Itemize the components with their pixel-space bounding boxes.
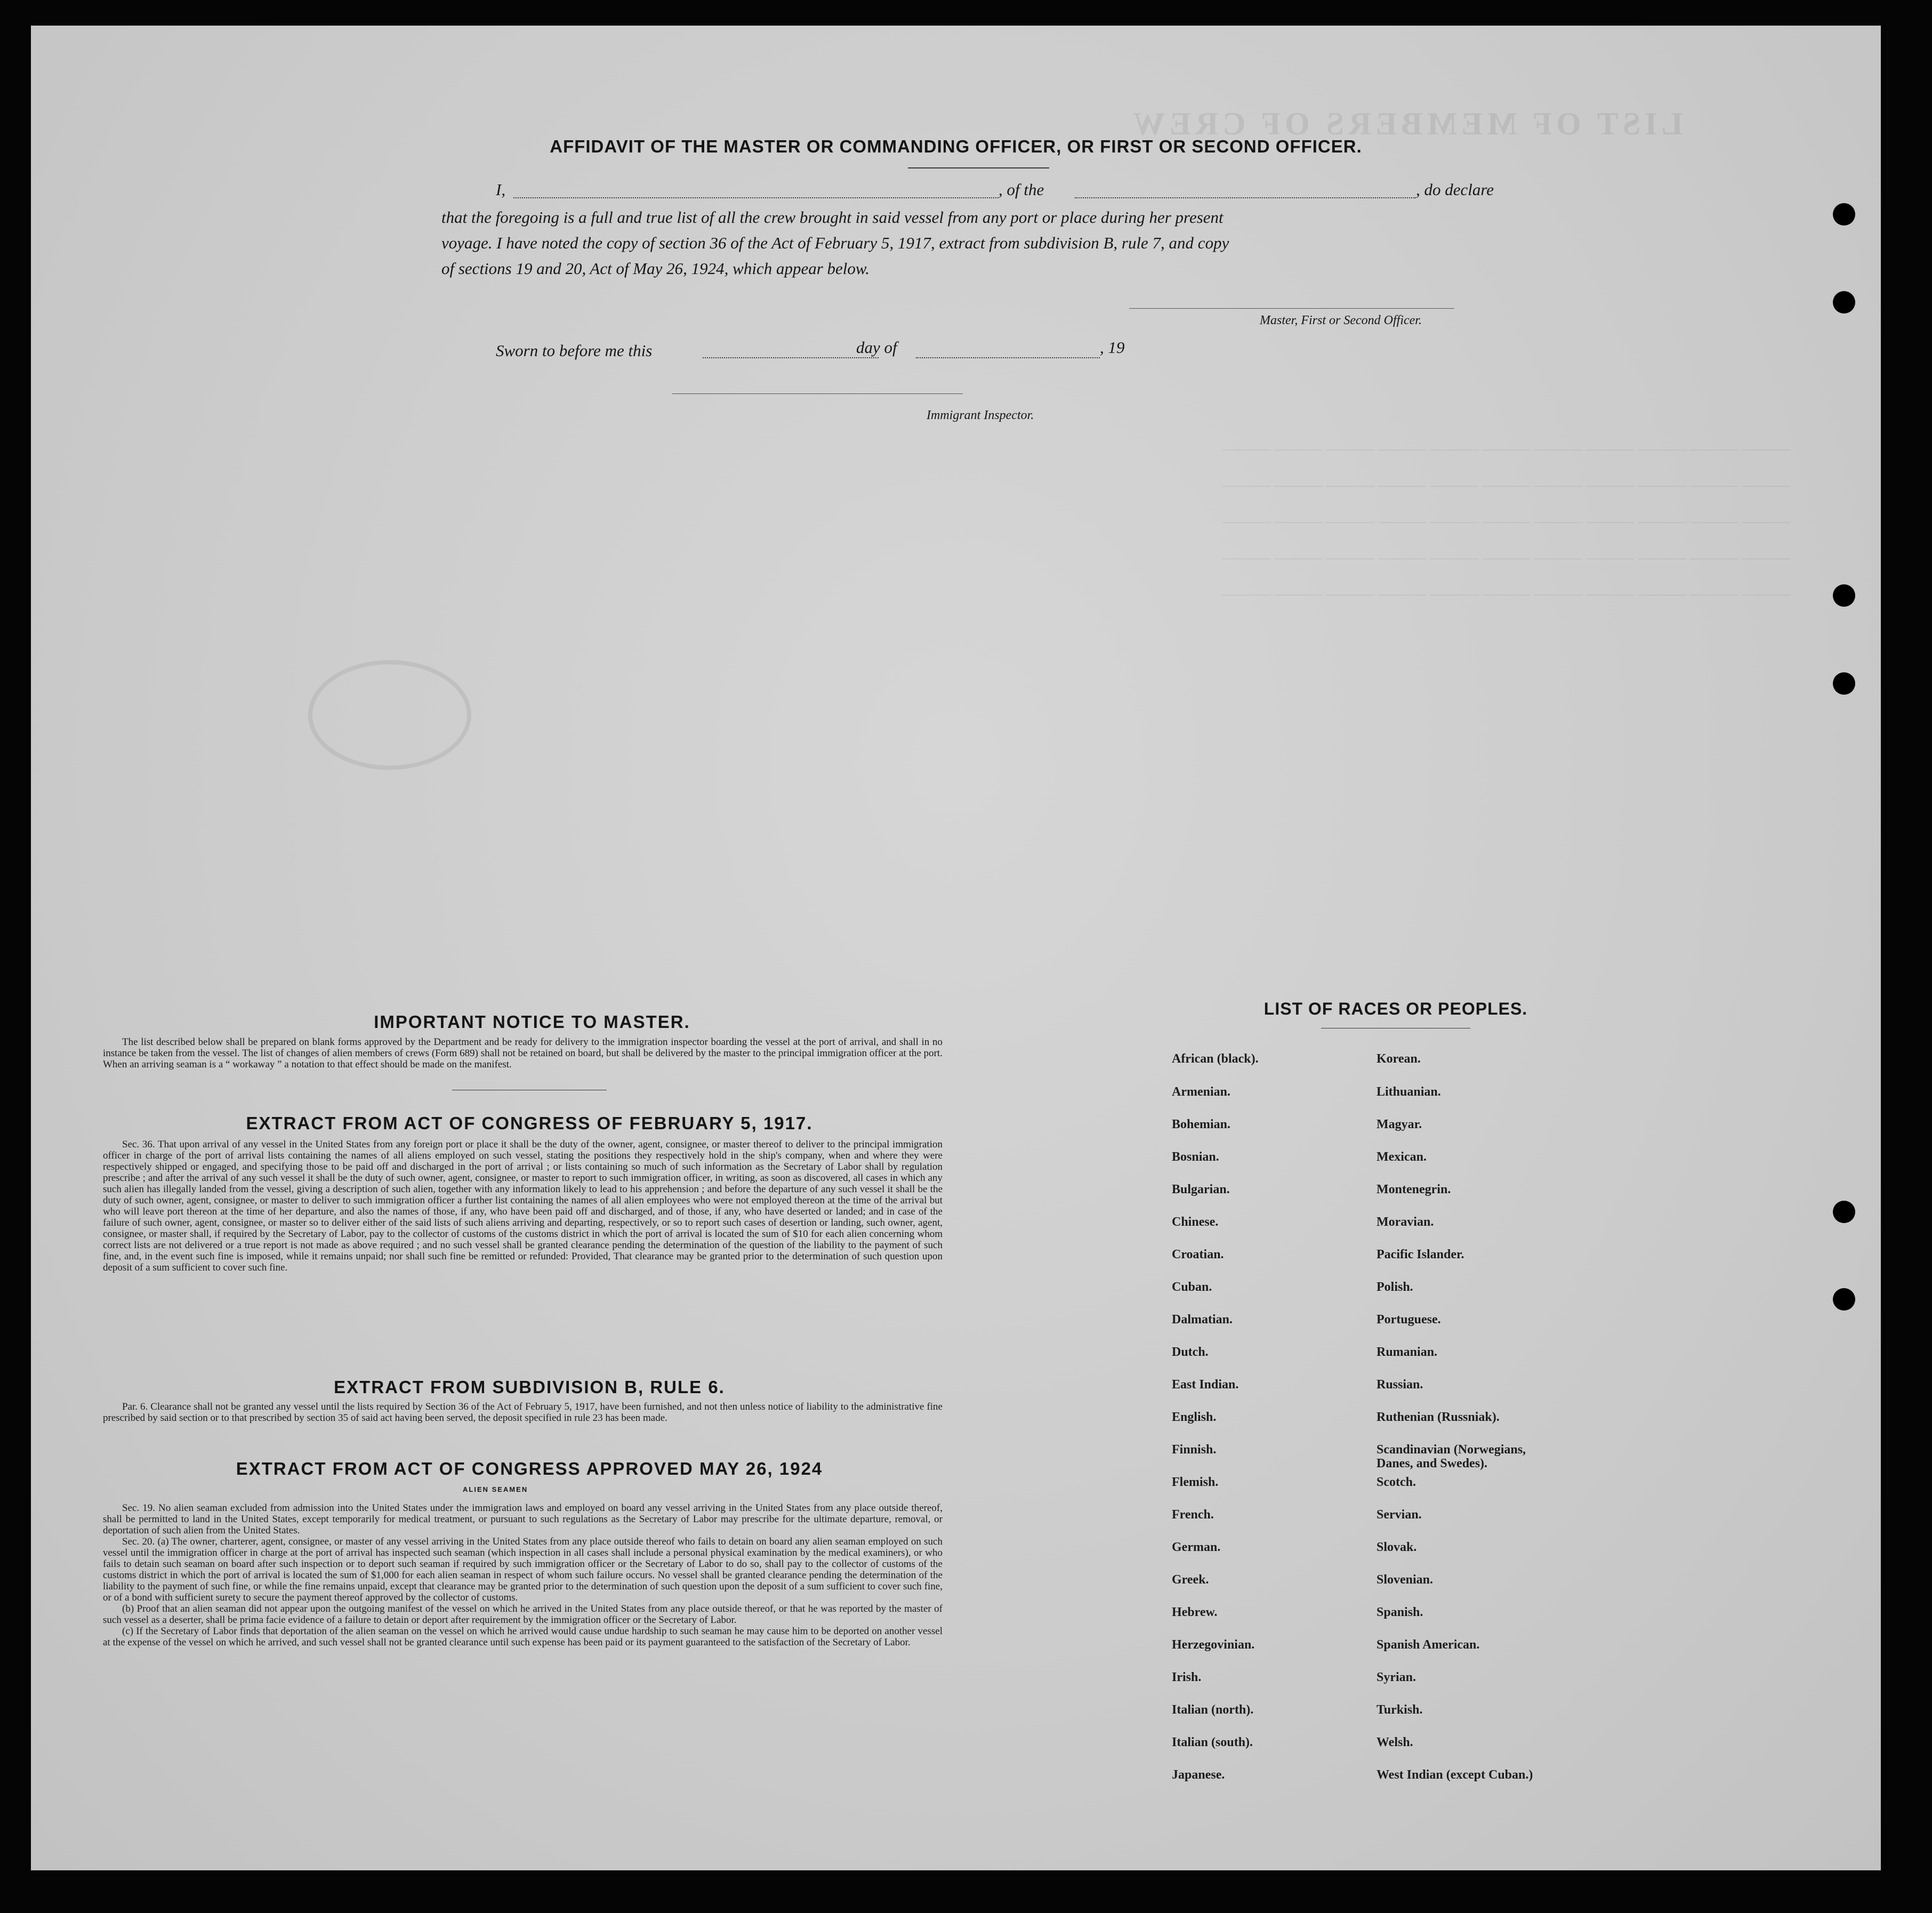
year-text: , 19 bbox=[1100, 338, 1125, 357]
master-signature-line[interactable] bbox=[1129, 308, 1454, 309]
faded-stamp-mark bbox=[308, 660, 471, 770]
notice-body bbox=[103, 1036, 943, 1070]
document-page bbox=[31, 26, 1881, 1870]
notice-title: IMPORTANT NOTICE TO MASTER. bbox=[374, 1012, 690, 1032]
race-item: Russian. bbox=[1376, 1378, 1423, 1392]
section-19-paragraph: Sec. 19. No alien seaman excluded from admission into the United States under the immigration laws and employed on board any vessel arriving in the United States from any place outside thereof, shall be permitted to land in the United States, except temporarily for medical treatment, or pursuant to such regulations as the Secretary of Labor may prescribe for the ultimate departure, removal, or deportation of such alien from the United States. bbox=[103, 1502, 943, 1536]
race-item: Italian (south). bbox=[1172, 1735, 1253, 1749]
race-item: Turkish. bbox=[1376, 1703, 1423, 1717]
inspector-signature-label: Immigrant Inspector. bbox=[927, 408, 1034, 422]
race-item: Flemish. bbox=[1172, 1475, 1219, 1489]
race-item: Korean. bbox=[1376, 1052, 1421, 1066]
day-blank[interactable] bbox=[703, 357, 879, 358]
race-item: Mexican. bbox=[1376, 1150, 1427, 1164]
race-item: Montenegrin. bbox=[1376, 1183, 1451, 1196]
master-signature-label: Master, First or Second Officer. bbox=[1260, 314, 1422, 327]
race-item: French. bbox=[1172, 1508, 1214, 1522]
punch-hole bbox=[1833, 584, 1855, 607]
race-item: African (black). bbox=[1172, 1052, 1259, 1066]
punch-hole bbox=[1833, 291, 1855, 314]
race-item: English. bbox=[1172, 1410, 1217, 1424]
bleed-through-heading: LIST OF MEMBERS OF CREW bbox=[1129, 106, 1683, 141]
section-20a-paragraph: Sec. 20. (a) The owner, charterer, agent, consignee, or master of any vessel arriving in the United States from any place outside thereof who fails to detain on board any alien seaman employed on such vessel until the immigration officer in charge at the port of arrival has inspected such seaman (which inspection in all cases shall include a personal physical examination by the medical examiners), or who fails to detain such seaman on board after such inspection or to deport such seaman if required by such immigration officer or the Secretary of Labor to do so, shall pay to the collector of customs of the customs district in which the port of arrival is located the sum of $1,000 for each alien seaman in respect of whom such failure occurs. No vessel shall be granted clearance pending the determination of the liability to the payment of such fine, or while the fine remains unpaid, except that clearance may be granted prior to the determination of such question upon the deposit of a sum sufficient to cover such fine, or of a bond with sufficient surety to secure the payment thereof approved by the collector of customs. bbox=[103, 1536, 943, 1603]
race-item: Irish. bbox=[1172, 1670, 1202, 1684]
race-item: Pacific Islander. bbox=[1376, 1248, 1464, 1261]
race-item: Scandinavian (Norwegians, Danes, and Swedes). bbox=[1376, 1443, 1526, 1470]
race-item: Magyar. bbox=[1376, 1118, 1422, 1131]
race-item: German. bbox=[1172, 1540, 1221, 1554]
extract-rule6-body bbox=[103, 1401, 943, 1424]
race-item: Dalmatian. bbox=[1172, 1313, 1233, 1327]
extract-1924-title: EXTRACT FROM ACT OF CONGRESS APPROVED MAY 26, 1924 bbox=[236, 1459, 823, 1478]
race-item: Chinese. bbox=[1172, 1215, 1219, 1229]
race-item: West Indian (except Cuban.) bbox=[1376, 1768, 1533, 1782]
race-item: Cuban. bbox=[1172, 1280, 1212, 1294]
race-item: Italian (north). bbox=[1172, 1703, 1254, 1717]
race-item: Greek. bbox=[1172, 1573, 1209, 1587]
extract-1924-body bbox=[103, 1502, 943, 1648]
day-of-text: day of bbox=[856, 338, 897, 357]
race-item: Slovak. bbox=[1376, 1540, 1417, 1554]
race-item: Japanese. bbox=[1172, 1768, 1225, 1782]
race-item: East Indian. bbox=[1172, 1378, 1239, 1392]
race-item: Spanish. bbox=[1376, 1605, 1423, 1619]
par-6-paragraph: Par. 6. Clearance shall not be granted any vessel until the lists required by Section 36 of the Act of February 5, 1917, have been furnished, and not then unless notice of liability to the administrative fine prescribed by said section or to that prescribed by section 35 of said act having been served, the deposit specified in rule 23 has been made. bbox=[103, 1401, 943, 1424]
notice-paragraph: The list described below shall be prepared on blank forms approved by the Department and be ready for delivery to the immigration inspector boarding the vessel at the port of arrival, and shall in no instance be taken from the vessel. The list of changes of alien members of crews (Form 689) shall not be retained on board, but shall be delivered by the master to the principal immigration officer at the port. When an arriving seaman is a “ workaway ” a notation to that effect should be made on the manifest. bbox=[103, 1036, 943, 1070]
race-item: Dutch. bbox=[1172, 1345, 1209, 1359]
punch-hole bbox=[1833, 1201, 1855, 1223]
alien-seamen-caption: ALIEN SEAMEN bbox=[463, 1485, 528, 1493]
race-item: Lithuanian. bbox=[1376, 1085, 1441, 1099]
month-blank[interactable] bbox=[916, 357, 1100, 358]
inspector-signature-line[interactable] bbox=[672, 393, 963, 394]
race-item: Bosnian. bbox=[1172, 1150, 1219, 1164]
extract-1917-title: EXTRACT FROM ACT OF CONGRESS OF FEBRUARY 5, 1917. bbox=[246, 1113, 813, 1133]
affidavit-declare: , do declare bbox=[1416, 180, 1494, 199]
race-item: Croatian. bbox=[1172, 1248, 1224, 1261]
race-item: Herzegovinian. bbox=[1172, 1638, 1255, 1652]
extract-1917-body bbox=[103, 1139, 943, 1273]
race-item: Servian. bbox=[1376, 1508, 1422, 1522]
race-item: Syrian. bbox=[1376, 1670, 1416, 1684]
race-item: Welsh. bbox=[1376, 1735, 1413, 1749]
sworn-text: Sworn to before me this bbox=[496, 341, 653, 360]
affidavit-line-2: that the foregoing is a full and true list of all the crew brought in said vessel from any port or place during her present bbox=[441, 208, 1223, 227]
race-item: Finnish. bbox=[1172, 1443, 1217, 1457]
affidavit-line-4: of sections 19 and 20, Act of May 26, 1924, which appear below. bbox=[441, 259, 870, 278]
race-item: Hebrew. bbox=[1172, 1605, 1218, 1619]
master-name-blank[interactable] bbox=[513, 197, 999, 198]
race-item: Ruthenian (Russniak). bbox=[1376, 1410, 1500, 1424]
race-item: Armenian. bbox=[1172, 1085, 1230, 1099]
extract-rule6-title: EXTRACT FROM SUBDIVISION B, RULE 6. bbox=[334, 1377, 725, 1397]
affidavit-of-the: , of the bbox=[999, 180, 1044, 199]
race-item: Bulgarian. bbox=[1172, 1183, 1230, 1196]
vessel-name-blank[interactable] bbox=[1075, 197, 1416, 198]
punch-hole bbox=[1833, 672, 1855, 695]
section-20c-paragraph: (c) If the Secretary of Labor finds that deportation of the alien seaman on the vessel on which he arrived would cause undue hardship to such seaman he may cause him to be deported on another vessel at the expense of the vessel on which he arrived, and such vessel shall not be granted clearance until such expense has been paid or its payment guaranteed to the satisfaction of the Secretary of Labor. bbox=[103, 1626, 943, 1648]
race-item: Portuguese. bbox=[1376, 1313, 1441, 1327]
race-item: Polish. bbox=[1376, 1280, 1413, 1294]
bleed-through-rows: ——— ——— ——— ——— ——— ——— ——— ——— ——— ——— ——— ——— ——— ——— ——— ——— ——— ——— ——— ——— ——— ——— ——— ——— ——— ——— ——— ——— ——— ——— ——— ——— ——— ——— ——— ——— ——— ——— ——— ——— ——— ——— ——— ——— ——— ——— ——— ——— ——— ——— ——— ——— ——— ——— ——— bbox=[1222, 440, 1790, 602]
race-item: Scotch. bbox=[1376, 1475, 1416, 1489]
races-title: LIST OF RACES OR PEOPLES. bbox=[1263, 999, 1528, 1018]
race-item: Moravian. bbox=[1376, 1215, 1434, 1229]
section-20b-paragraph: (b) Proof that an alien seaman did not appear upon the outgoing manifest of the vessel on which he arrived in the United States from any place outside thereof, or that he was reported by the master of such vessel as a deserter, shall be prima facie evidence of a failure to detain or deport after requirement by the immigration officer or the Secretary of Labor. bbox=[103, 1603, 943, 1626]
punch-hole bbox=[1833, 203, 1855, 226]
race-item: Bohemian. bbox=[1172, 1118, 1231, 1131]
race-item: Rumanian. bbox=[1376, 1345, 1438, 1359]
title-divider bbox=[908, 167, 1049, 168]
race-item: Slovenian. bbox=[1376, 1573, 1434, 1587]
race-item: Spanish American. bbox=[1376, 1638, 1480, 1652]
affidavit-i: I, bbox=[496, 180, 506, 199]
section-36-paragraph: Sec. 36. That upon arrival of any vessel in the United States from any foreign port or place it shall be the duty of the owner, agent, consignee, or master thereof to deliver to the principal immigration officer in charge of the port of arrival lists containing the names of all aliens employed on such vessel, stating the positions they respectively hold in the ship's company, when and where they were respectively shipped or engaged, and specifying those to be paid off and discharged in the port of arrival ; or lists containing so much of such information as the Secretary of Labor shall by regulation prescribe ; and after the arrival of any such vessel it shall be the duty of such owner, agent, consignee, or master to report to such immigration officer, in writing, as soon as discovered, all cases in which any such alien has illegally landed from the vessel, giving a description of such alien, together with any information likely to lead to his apprehension ; and before the departure of any such vessel it shall be the duty of such owner, agent, consignee, or master to deliver to such immigration officer a further list containing the names of all alien employees who were not employed thereon at the time of the arrival but who will leave port thereon at the time of her departure, and also the names of those, if any, who have been paid off and discharged, and of those, if any, who have deserted or landed; and in case of the failure of such owner, agent, consignee, or master so to deliver either of the said lists of such aliens arriving and departing, respectively, or so to report such cases of desertion or landing, such owner, agent, consignee, or master shall, if required by the Secretary of Labor, pay to the collector of customs of the customs district in which the port of arrival is located the sum of $10 for each alien concerning whom correct lists are not delivered or a true report is not made as above required ; and no such vessel shall be granted clearance pending the determination of the question of the liability to the payment of such fine, and, in the event such fine is imposed, while it remains unpaid; nor shall such fine be remitted or refunded: Provided, That clearance may be granted prior to the determination of such question upon deposit of a sum sufficient to cover such fine. bbox=[103, 1139, 943, 1273]
punch-hole bbox=[1833, 1288, 1855, 1311]
affidavit-line-3: voyage. I have noted the copy of section 36 of the Act of February 5, 1917, extract from subdivision B, rule 7, and copy bbox=[441, 234, 1229, 252]
affidavit-title: AFFIDAVIT OF THE MASTER OR COMMANDING OFFICER, OR FIRST OR SECOND OFFICER. bbox=[550, 136, 1362, 156]
